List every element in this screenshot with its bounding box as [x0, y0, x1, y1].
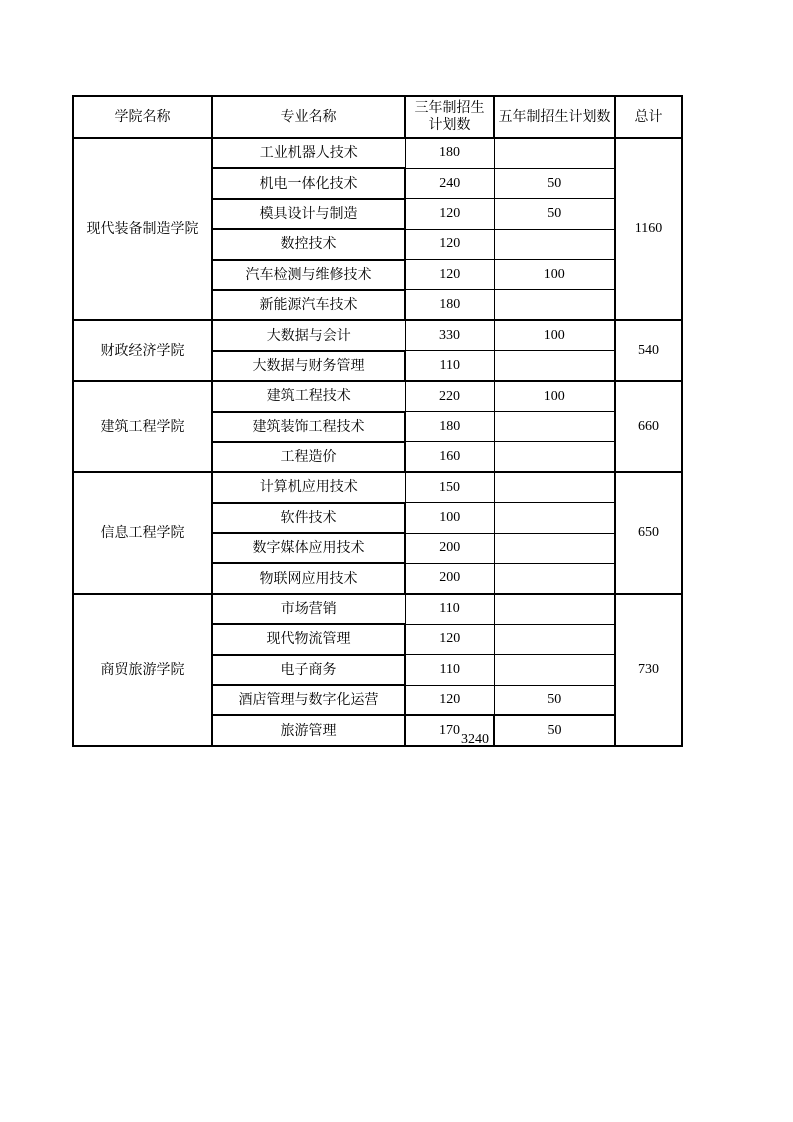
five-year-plan-cell	[494, 472, 615, 502]
header-total: 总计	[615, 96, 682, 138]
five-year-plan-cell: 50	[494, 199, 615, 229]
three-year-plan-cell: 110	[405, 655, 494, 685]
major-name-cell: 工业机器人技术	[212, 138, 405, 168]
major-name-cell: 建筑装饰工程技术	[212, 412, 405, 442]
three-year-plan-cell: 330	[405, 320, 494, 350]
five-year-plan-cell: 50	[494, 685, 615, 715]
college-total-cell: 650	[615, 472, 682, 594]
five-year-plan-cell	[494, 563, 615, 593]
three-year-plan-cell: 100	[405, 503, 494, 533]
five-year-plan-cell: 50	[494, 168, 615, 198]
enrollment-plan-table	[72, 95, 683, 747]
five-year-plan-cell	[494, 351, 615, 381]
three-year-plan-cell: 120	[405, 685, 494, 715]
three-year-plan-cell: 120	[405, 624, 494, 654]
major-name-cell: 物联网应用技术	[212, 563, 405, 593]
three-year-plan-cell: 120	[405, 229, 494, 259]
college-name-cell: 信息工程学院	[73, 472, 212, 594]
five-year-plan-cell	[494, 533, 615, 563]
three-year-plan-cell: 180	[405, 412, 494, 442]
three-year-plan-cell: 200	[405, 563, 494, 593]
three-year-plan-cell: 180	[405, 290, 494, 320]
table-row	[73, 381, 682, 411]
three-year-plan-cell: 200	[405, 533, 494, 563]
five-year-plan-cell	[494, 594, 615, 624]
major-name-cell: 电子商务	[212, 655, 405, 685]
three-year-plan-cell: 180	[405, 138, 494, 168]
major-name-cell: 数控技术	[212, 229, 405, 259]
college-name-cell: 财政经济学院	[73, 320, 212, 381]
major-name-cell: 大数据与财务管理	[212, 351, 405, 381]
major-name-cell: 建筑工程技术	[212, 381, 405, 411]
five-year-plan-cell	[494, 290, 615, 320]
three-year-plan-cell: 120	[405, 260, 494, 290]
college-total-cell: 1160	[615, 138, 682, 320]
three-year-plan-cell: 120	[405, 199, 494, 229]
header-row	[73, 96, 682, 138]
college-name-cell: 现代装备制造学院	[73, 138, 212, 320]
header-major: 专业名称	[212, 96, 405, 138]
header-three-year: 三年制招生计划数	[405, 96, 494, 138]
five-year-plan-cell	[494, 138, 615, 168]
table-row	[73, 472, 682, 502]
five-year-plan-cell	[494, 412, 615, 442]
five-year-plan-cell	[494, 503, 615, 533]
major-name-cell: 市场营销	[212, 594, 405, 624]
college-total-cell: 730	[615, 594, 682, 746]
major-name-cell: 汽车检测与维修技术	[212, 260, 405, 290]
five-year-plan-cell: 50	[494, 715, 615, 745]
header-five-year: 五年制招生计划数	[494, 96, 615, 138]
table-row	[73, 594, 682, 624]
major-name-cell: 机电一体化技术	[212, 168, 405, 198]
five-year-plan-cell: 100	[494, 320, 615, 350]
major-name-cell: 软件技术	[212, 503, 405, 533]
major-name-cell: 数字媒体应用技术	[212, 533, 405, 563]
five-year-plan-cell: 100	[494, 260, 615, 290]
college-total-cell: 540	[615, 320, 682, 381]
five-year-plan-cell	[494, 655, 615, 685]
major-name-cell: 模具设计与制造	[212, 199, 405, 229]
major-name-cell: 大数据与会计	[212, 320, 405, 350]
three-year-plan-cell: 170	[405, 715, 494, 745]
five-year-plan-cell	[494, 624, 615, 654]
three-year-plan-cell: 110	[405, 594, 494, 624]
table-row	[73, 138, 682, 168]
header-college: 学院名称	[73, 96, 212, 138]
major-name-cell: 工程造价	[212, 442, 405, 472]
college-name-cell: 建筑工程学院	[73, 381, 212, 472]
major-name-cell: 新能源汽车技术	[212, 290, 405, 320]
five-year-plan-cell: 100	[494, 381, 615, 411]
five-year-plan-cell	[494, 442, 615, 472]
major-name-cell: 酒店管理与数字化运营	[212, 685, 405, 715]
three-year-plan-cell: 220	[405, 381, 494, 411]
table-row	[73, 320, 682, 350]
three-year-plan-cell: 110	[405, 351, 494, 381]
grand-total: 3240	[461, 732, 489, 747]
major-name-cell: 现代物流管理	[212, 624, 405, 654]
three-year-plan-cell: 240	[405, 168, 494, 198]
college-name-cell: 商贸旅游学院	[73, 594, 212, 746]
three-year-plan-cell: 150	[405, 472, 494, 502]
major-name-cell: 旅游管理	[212, 715, 405, 745]
major-name-cell: 计算机应用技术	[212, 472, 405, 502]
college-total-cell: 660	[615, 381, 682, 472]
five-year-plan-cell	[494, 229, 615, 259]
three-year-plan-cell: 160	[405, 442, 494, 472]
